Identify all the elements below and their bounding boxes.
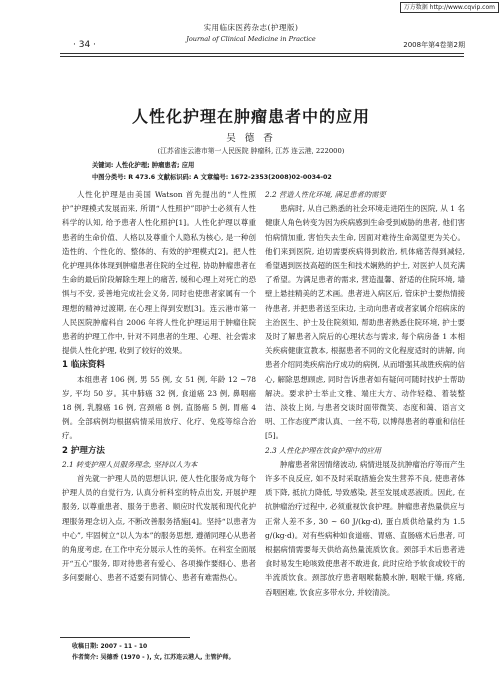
classification: 中图分类号: R 473.6 文献标识码: A 文章编号: 1672-2353(2008)02-0034-02: [92, 174, 332, 181]
left-column: [62, 188, 256, 586]
intro-paragraph: 人性化护理是由美国 Watson 首先提出的“人性照护”护理模式发展而来, 所谓“人性照护”即护士必须有人性科学的认知, 给予患者人性化照护[1]。人性化护理以尊重患者的生命价值、人格以及尊重个人隐私为核心, 是一种创造性的、个性化的、整体的、有效的护理模式[2]。把人性化护理具体体现到肿瘤患者住院的全过程, 协助肿瘤患者在生命的最后阶段解除生理上的痛苦, 缓和心理上对死亡的恐惧与不安, 妥善地完成社会义务, 同时也使患者家属有一个理想的精神过渡期, 在心理上得到安慰[3]。连云港市第一人民医院肿瘤科自 2006 年将人性化护理运用于肿瘤住院患者的护理工作中, 针对不同患者的生理、心理、社会需求提供人性化护理, 收到了较好的效果。: [62, 190, 256, 356]
article-title: 人性化护理在肿瘤患者中的应用: [131, 107, 370, 126]
section-2-3-text: 肿瘤患者常因情绪波动, 病情进展及抗肿瘤治疗等而产生许多不良反应, 如不及时采取措施会发生营养不良, 使患者体质下降, 抵抗力降低, 导致感染, 甚至发展成恶液质。因此, 在抗肿瘤治疗过程中, 必须重视饮食护理。肿瘤患者热量供应与正常人差不多, 30 ~ 60 J/(kg·d), 蛋白质供给量约为 1.5 g/(kg·d)。对有些病种如食道癌、胃癌、直肠癌术后患者, 可根据病情需要每天供给高热量流质饮食。颈部手术后患者进食时易发生呛咳致使患者不敢进食, 此时应给予软食或较干的半流质饮食。颈部放疗患者咽喉黏膜水肿, 咽喉干燥, 疼痛, 吞咽困难, 饮食应多带水分, 并较清淡。: [265, 459, 465, 597]
journal-name-cn: 实用临床医药杂志(护理版): [203, 23, 299, 32]
page-number: · 34 ·: [73, 40, 96, 50]
right-column: [265, 188, 465, 600]
footnote-rule: [60, 637, 190, 638]
section-2-2-heading: 2.2 营造人性化环境, 满足患者的需要: [265, 190, 386, 199]
section-2-1-text: 首先就一护理人员的思想认识, 使人性化服务成为每个护理人员的自觉行为, 认真分析科室的特点出发, 开展护理服务, 以尊重患者、服务于患者、顺应时代发展和现代化护理服务理念切入点, 不断改善服务措施[4]。坚持“以患者为中心”, 牢固树立“以人为本”的服务思想, 遵循同理心从患者的角度考虑, 在工作中充分展示人性的美怀。在科室全面展开“五心”服务, 即对待患者有爱心、各项操作要细心、患者多问要耐心、患者不适要有同情心、患者有难需热心。: [62, 474, 256, 583]
received-date: 收稿日期: 2007 - 11 - 10: [72, 643, 148, 650]
issue-label: 2008年第4卷第2期: [403, 41, 465, 49]
section-2-2-text: 患病时, 从自己熟悉的社会环境走进陌生的医院, 从 1 名健康人角色转变为因为疾病感到生命受到威胁的患者, 他们害怕病情加重, 害怕失去生命, 因面对难待生命渴望更为关心。他们来到医院, 迫切需要疾病得到救治, 机体痛苦得到减轻, 希望遇到医技高超的医生和技术娴熟的护士, 对医护人员充满了希望。为满足患者的需求, 营造温馨、舒适的住院环境, 墙壁上悬挂精美的艺术画。患者进入病区后, 管床护士要热情接待患者, 并把患者送至床边, 主动向患者或者家属介绍病床的主治医生、护士及住院须知, 帮助患者熟悉住院环境, 护士要及时了解患者入院后的心理状态与需求, 每个病房备 1 本相关疾病健康宣教本, 根据患者不同的文化程度适时的讲解, 向患者介绍同类疾病治疗成功的病例, 从而增强其战胜疾病的信心, 解除思想顾虑, 同时告诉患者如有疑问可随时找护士帮助解决。要求护士举止文雅、端庄大方、动作轻稳、着装整洁、淡妆上岗, 与患者交谈时面带微笑、态度和蔼、语言文明、工作态度严肃认真、一丝不苟, 以博得患者的尊重和信任[5]。: [265, 204, 465, 441]
header-rule-top: [60, 53, 464, 54]
section-1-heading: 1 临床资料: [62, 360, 105, 371]
section-2-3-heading: 2.3 人性化护理在饮食护理中的应用: [265, 445, 382, 455]
section-1-text: 本组患者 106 例, 男 55 例, 女 51 例, 年龄 12 ~78 岁, 平均 50 岁。其中肺癌 32 例, 食道癌 23 例, 鼻咽癌 18 例, 乳腺癌 16 例, 宫颈癌 8 例, 直肠癌 5 例, 胃癌 4 例。全部病例均根据病情采用放疗、化疗、免疫等综合治疗。: [62, 374, 256, 441]
author: 吴 德 香: [226, 133, 276, 144]
section-2-heading: 2 护理方法: [62, 445, 105, 456]
section-2-1-heading: 2.1 转变护理人员服务理念, 坚持以人为本: [62, 459, 198, 469]
header-rule-bottom: [60, 56, 464, 57]
author-info: 作者简介: 吴德香 (1970 - ), 女, 江苏连云港人, 主管护师。: [72, 654, 235, 661]
journal-name-en: Journal of Clinical Medicine in Practice: [186, 35, 316, 43]
affiliation: (江苏省连云港市第一人民医院 肿瘤科, 江苏 连云港, 222000): [157, 147, 345, 155]
source-watermark: 万方数据 http://www.cqvip.com: [400, 2, 499, 13]
keywords: 关键词: 人性化护理; 肿瘤患者; 应用: [92, 162, 195, 169]
